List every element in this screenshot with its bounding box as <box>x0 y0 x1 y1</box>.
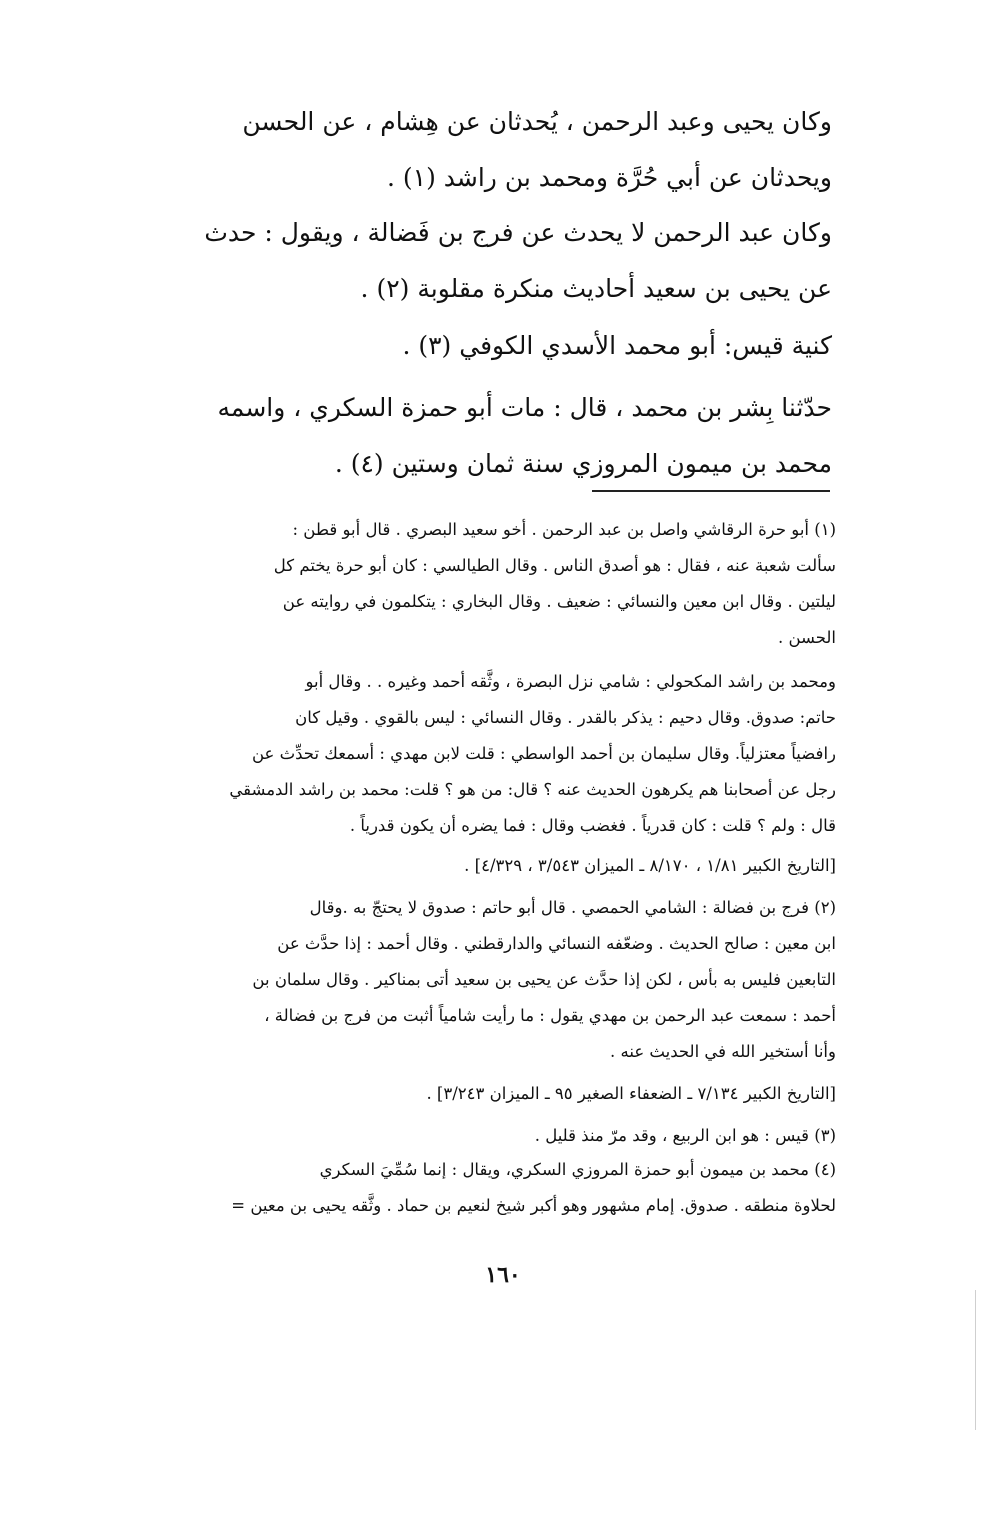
footnote-reference: [التاريخ الكبير ١/٨١ ، ٨/١٧٠ ـ الميزان ٣/٥٤٣ ، ٤/٣٢٩] . <box>464 856 836 875</box>
page-number: ١٦٠ <box>485 1262 521 1288</box>
footnote-line: ومحمد بن راشد المكحولي : شامي نزل البصرة ، وثَّقه أحمد وغيره . . وقال أبو <box>305 672 836 691</box>
text-line: عن يحيى بن سعيد أحاديث منكرة مقلوبة (٢) . <box>360 274 832 303</box>
main-paragraph-3 <box>132 318 832 374</box>
footnote-line: وأنا أستخير الله في الحديث عنه . <box>610 1042 836 1061</box>
footnote-line: حاتم: صدوق. وقال دحيم : يذكر بالقدر . وقال النسائي : ليس بالقوي . وقيل كان <box>295 708 836 727</box>
main-paragraph-2 <box>132 205 832 317</box>
footnote-line: ليلتين . وقال ابن معين والنسائي : ضعيف . وقال البخاري : يتكلمون في روايته عن <box>282 592 836 611</box>
scan-edge-mark <box>975 1290 976 1430</box>
footnote-1-continued <box>130 664 836 844</box>
footnote-line: الحسن . <box>777 628 836 647</box>
main-paragraph-4 <box>132 380 832 492</box>
footnote-line: (١) أبو حرة الرقاشي واصل بن عبد الرحمن . أخو سعيد البصري . قال أبو قطن : <box>292 520 836 539</box>
footnote-line: (٤) محمد بن ميمون أبو حمزة المروزي السكري، ويقال : إنما سُمِّيَ السكري <box>319 1160 836 1179</box>
footnote-line: ابن معين : صالح الحديث . وضعّفه النسائي والدارقطني . وقال أحمد : إذا حدَّث عن <box>277 934 836 953</box>
footnote-reference: [التاريخ الكبير ٧/١٣٤ ـ الضعفاء الصغير ٩٥ ـ الميزان ٣/٢٤٣] . <box>426 1084 836 1103</box>
footnote-4 <box>130 1152 836 1224</box>
text-line: كنية قيس: أبو محمد الأسدي الكوفي (٣) . <box>402 331 832 360</box>
footnote-line: التابعين فليس به بأس ، لكن إذا حدَّث عن يحيى بن سعيد أتى بمناكير . وقال سلمان بن <box>252 970 836 989</box>
text-line: حدّثنا بِشر بن محمد ، قال : مات أبو حمزة السكري ، واسمه <box>217 393 832 422</box>
footnote-line: لحلاوة منطقه . صدوق. إمام مشهور وهو أكبر شيخ لنعيم بن حماد . وثَّقه يحيى بن معين = <box>231 1196 836 1215</box>
footnote-1 <box>130 512 836 656</box>
footnote-2-reference <box>130 1076 836 1112</box>
footnote-line: (٣) قيس : هو ابن الربيع ، وقد مرّ منذ قليل . <box>534 1126 836 1145</box>
footnote-line: رجل عن أصحابنا هم يكرهون الحديث عنه ؟ قال: من هو ؟ قلت: محمد بن راشد الدمشقي <box>229 780 836 799</box>
footnote-1-reference <box>130 848 836 884</box>
text-line: ويحدثان عن أبي حُرَّة ومحمد بن راشد (١) . <box>387 163 832 192</box>
footnote-line: (٢) فرج بن فضالة : الشامي الحمصي . قال أبو حاتم : صدوق لا يحتجّ به .وقال <box>309 898 836 917</box>
text-line: وكان يحيى وعبد الرحمن ، يُحدثان عن هِشام ، عن الحسن <box>242 107 832 136</box>
text-line: محمد بن ميمون المروزي سنة ثمان وستين (٤) . <box>334 449 832 478</box>
main-paragraph-1 <box>132 94 832 206</box>
footnote-line: سألت شعبة عنه ، فقال : هو أصدق الناس . وقال الطيالسي : كان أبو حرة يختم كل <box>273 556 836 575</box>
footnote-line: أحمد : سمعت عبد الرحمن بن مهدي يقول : ما رأيت شامياً أثبت من فرج بن فضالة ، <box>264 1006 836 1025</box>
footnote-line: رافضياً معتزلياً. وقال سليمان بن أحمد الواسطي : قلت لابن مهدي : أسمعك تحدِّث عن <box>251 744 836 763</box>
text-line: وكان عبد الرحمن لا يحدث عن فرج بن فَضالة ، ويقول : حدث <box>204 218 832 247</box>
footnote-separator <box>592 490 830 492</box>
footnote-3 <box>130 1118 836 1154</box>
footnote-line: قال : ولم ؟ قلت : كان قدرياً . فغضب وقال : فما يضره أن يكون قدرياً . <box>349 816 836 835</box>
footnote-2 <box>130 890 836 1070</box>
